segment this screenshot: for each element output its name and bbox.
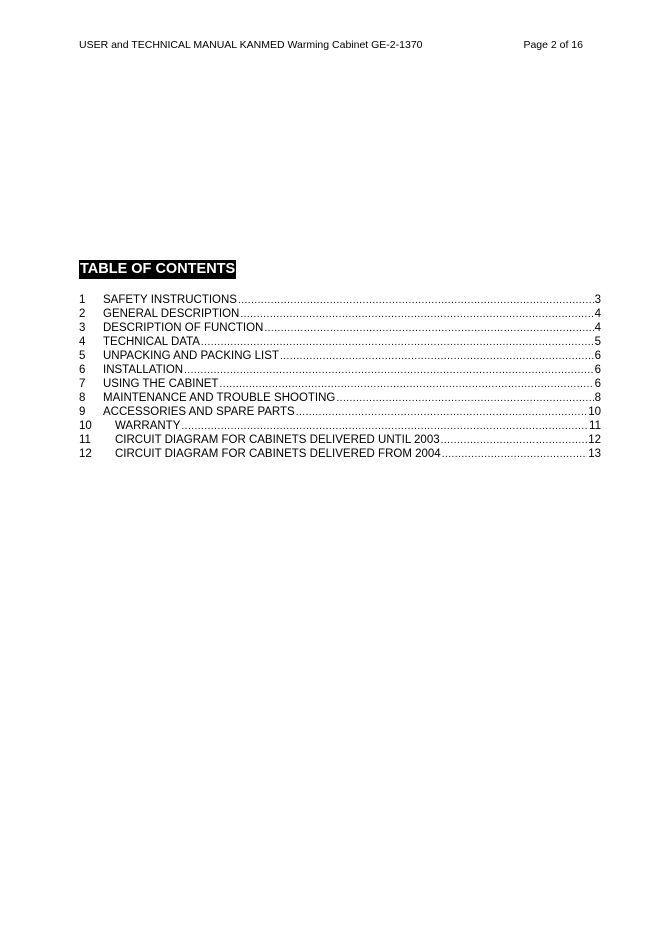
toc-leader-dots: [280, 350, 594, 364]
toc-entry-title: SAFETY INSTRUCTIONS: [103, 294, 237, 306]
toc-entry-title: WARRANTY: [115, 420, 181, 432]
toc-entry-number: 9: [79, 406, 86, 418]
toc-entry[interactable]: [79, 391, 601, 405]
toc-entry-title: CIRCUIT DIAGRAM FOR CABINETS DELIVERED UNTIL 2003: [115, 434, 440, 446]
toc-leader-dots: [240, 308, 593, 322]
toc-leader-dots: [184, 364, 594, 378]
toc-entry-page: 6: [594, 364, 601, 376]
toc-leader-dots: [442, 448, 588, 462]
toc-entry-page: 13: [588, 448, 601, 460]
toc-entry-number: 3: [79, 322, 86, 334]
toc-heading: TABLE OF CONTENTS: [80, 261, 236, 277]
toc-entry-page: 6: [594, 350, 601, 362]
toc-entry[interactable]: [79, 349, 601, 363]
toc-entry-page: 4: [594, 322, 601, 334]
toc-entry-number: 11: [79, 434, 91, 446]
toc-entry-title: CIRCUIT DIAGRAM FOR CABINETS DELIVERED FROM 2004: [115, 448, 441, 460]
page-number: Page 2 of 16: [523, 39, 583, 51]
toc-leader-dots: [219, 378, 593, 392]
toc-entry-number: 8: [79, 392, 86, 404]
toc-entry-number: 10: [79, 420, 92, 432]
toc-entry-page: 11: [589, 420, 601, 432]
toc-leader-dots: [181, 420, 588, 434]
toc-entry-page: 12: [588, 434, 601, 446]
toc-entry[interactable]: [79, 321, 601, 335]
toc-entry[interactable]: [79, 307, 601, 321]
document-title: USER and TECHNICAL MANUAL KANMED Warming Cabinet GE-2-1370: [79, 39, 423, 51]
toc-leader-dots: [336, 392, 593, 406]
toc-entry-title: TECHNICAL DATA: [103, 336, 200, 348]
toc-leader-dots: [201, 336, 594, 350]
toc-entry[interactable]: [79, 377, 601, 391]
toc-entry-page: 8: [594, 392, 601, 404]
toc-entry-title: GENERAL DESCRIPTION: [103, 308, 240, 320]
toc-entry-page: 5: [594, 336, 601, 348]
toc-leader-dots: [296, 406, 587, 420]
toc-entry-title: ACCESSORIES AND SPARE PARTS: [103, 406, 295, 418]
toc-entry-number: 4: [79, 336, 86, 348]
toc-leader-dots: [238, 294, 594, 308]
toc-entry[interactable]: [79, 447, 601, 461]
toc-entry-title: INSTALLATION: [103, 364, 184, 376]
toc-entry-number: 12: [79, 448, 92, 460]
toc-entry-title: USING THE CABINET: [103, 378, 219, 390]
toc-leader-dots: [441, 434, 588, 448]
toc-entry-title: UNPACKING AND PACKING LIST: [103, 350, 279, 362]
toc-entry[interactable]: [79, 363, 601, 377]
toc-entry-number: 6: [79, 364, 86, 376]
toc-leader-dots: [264, 322, 593, 336]
toc-entry-number: 7: [79, 378, 86, 390]
toc-entry[interactable]: [79, 293, 601, 307]
toc-entry[interactable]: [79, 335, 601, 349]
toc-entry-title: MAINTENANCE AND TROUBLE SHOOTING: [103, 392, 336, 404]
toc-entry-number: 5: [79, 350, 86, 362]
toc-entry-number: 2: [79, 308, 86, 320]
toc-entry[interactable]: [79, 405, 601, 419]
toc-entry-page: 6: [594, 378, 601, 390]
toc-entry[interactable]: [79, 433, 601, 447]
toc-entry-page: 4: [594, 308, 601, 320]
table-of-contents: [79, 293, 601, 461]
toc-entry-page: 3: [594, 294, 601, 306]
toc-entry-page: 10: [588, 406, 601, 418]
toc-entry-number: 1: [79, 294, 86, 306]
toc-entry[interactable]: [79, 419, 601, 433]
toc-entry-title: DESCRIPTION OF FUNCTION: [103, 322, 264, 334]
